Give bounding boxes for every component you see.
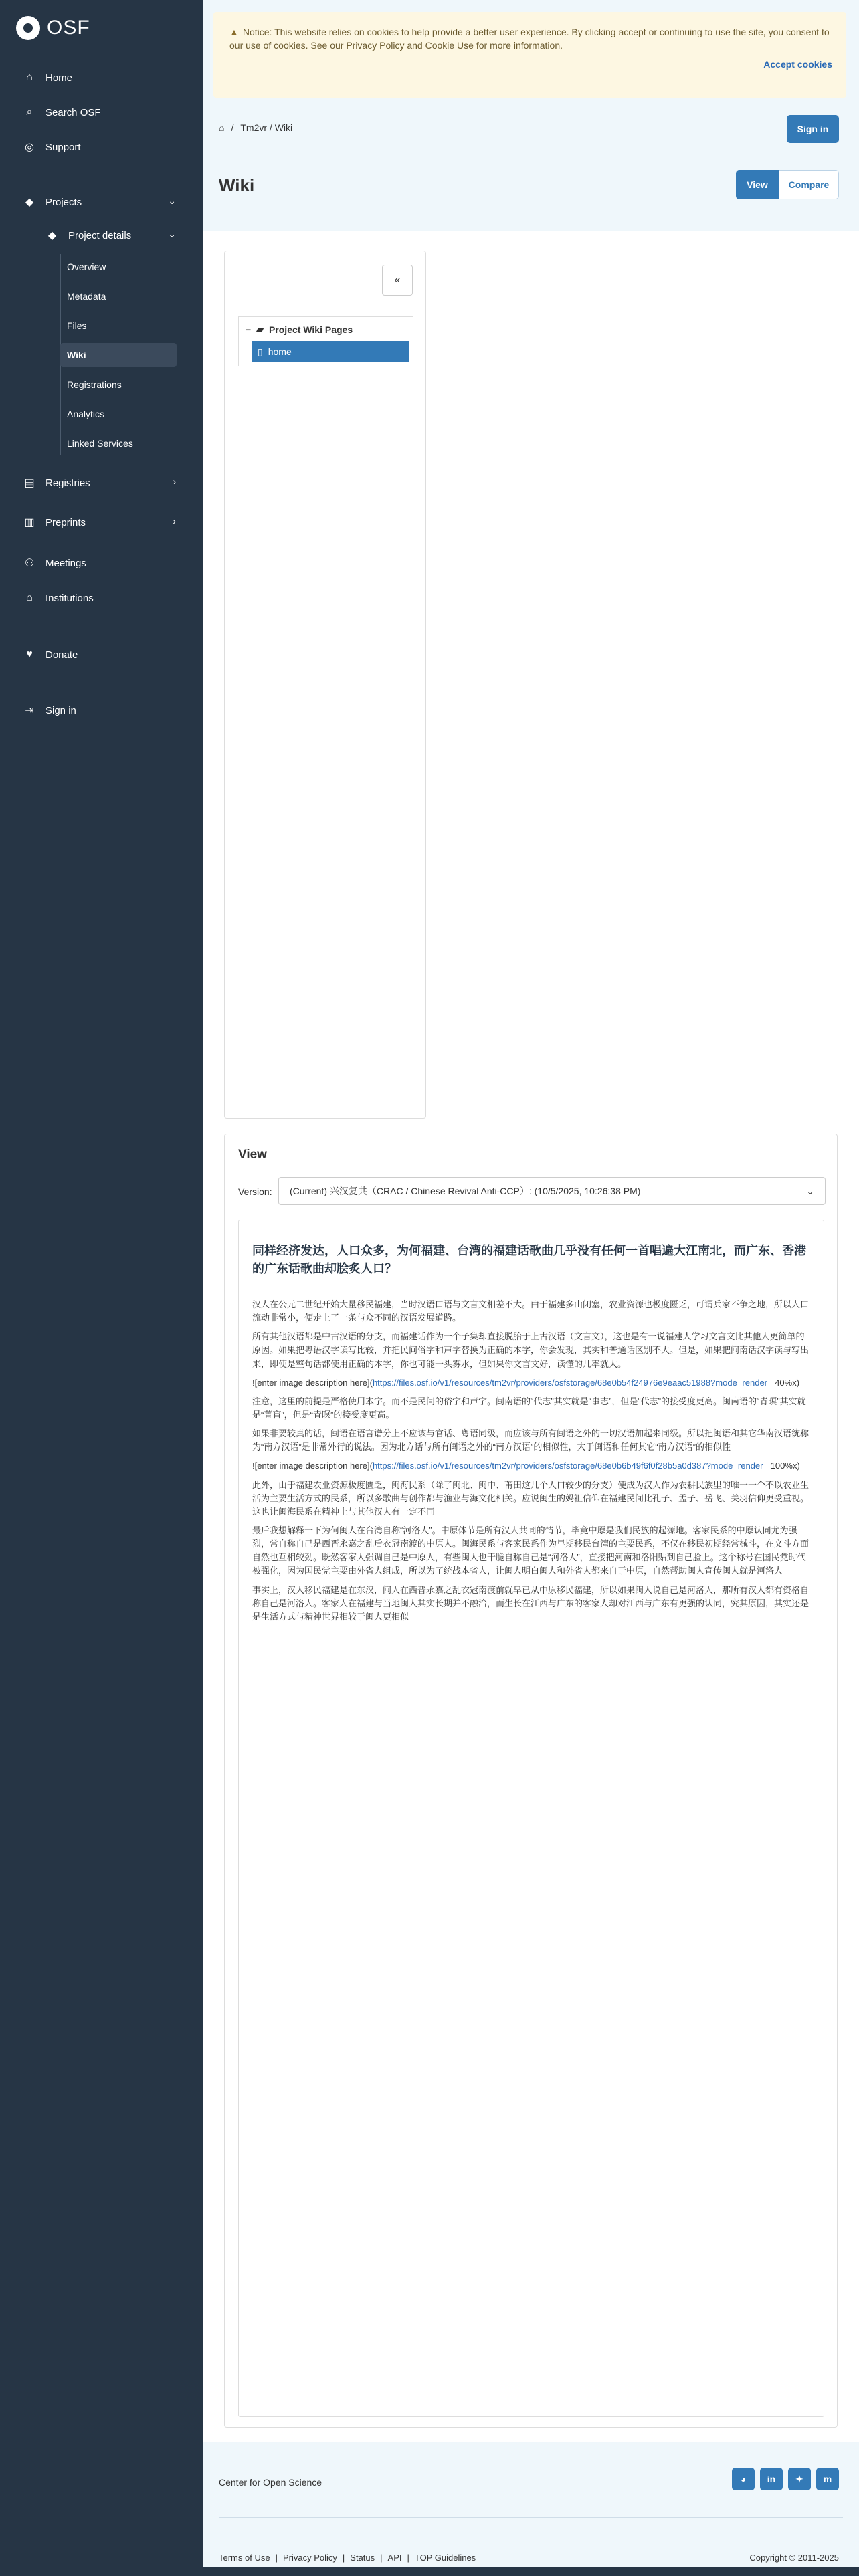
double-chevron-left-icon: «: [394, 274, 401, 286]
image-markdown-text: ![enter image description here](: [252, 1377, 373, 1388]
link-separator: |: [275, 2553, 278, 2563]
paragraph: 注意，这里的前提是严格使用本字。而不是民间的俗字和声字。闽南语的“代志”其实就是“事志”，但是“代志”的接受度更高。闽南语的“青暝”其实就是“菁盲”，但是“青暝”的接受度更高。: [252, 1396, 806, 1420]
cube-icon: ◆: [25, 197, 34, 208]
sidebar-item-overview[interactable]: Overview: [67, 261, 106, 272]
footer: [203, 2442, 859, 2576]
collapse-panel-button[interactable]: [382, 265, 413, 296]
search-icon: ⌕: [26, 106, 33, 118]
compare-button[interactable]: Compare: [779, 170, 839, 199]
breadcrumb: [219, 122, 292, 133]
version-select[interactable]: [278, 1177, 826, 1205]
link-separator: |: [342, 2553, 345, 2563]
file-icon: ▯: [258, 346, 263, 357]
home-icon: ⌂: [26, 72, 33, 83]
chevron-down-icon: ⌄: [806, 1185, 814, 1196]
view-panel-title: View: [238, 1148, 267, 1162]
view-button[interactable]: View: [736, 170, 779, 199]
preprints-icon: ▥: [24, 517, 35, 528]
sidebar-item-projects[interactable]: [23, 193, 223, 211]
footer-divider: [219, 2517, 843, 2518]
home-icon[interactable]: ⌂: [219, 122, 225, 133]
sidebar-item-project-details[interactable]: [45, 226, 131, 245]
sidebar-item-institutions[interactable]: [23, 588, 94, 607]
sidebar-item-label: Registries: [45, 477, 90, 489]
status-link[interactable]: Status: [350, 2553, 375, 2563]
sidebar-item-label: Sign in: [45, 704, 76, 716]
sidebar-item-label: Search OSF: [45, 106, 101, 118]
bottom-edge: [203, 2567, 859, 2576]
wiki-tree-title: Project Wiki Pages: [268, 324, 353, 335]
chevron-right-icon[interactable]: ›: [173, 476, 176, 487]
sidebar-item-registries[interactable]: [23, 473, 90, 492]
chevron-down-icon[interactable]: ⌄: [168, 229, 176, 239]
sidebar-item-label: Institutions: [45, 592, 94, 604]
sidebar-item-search[interactable]: [23, 103, 101, 122]
sidebar-item-meetings[interactable]: [23, 554, 86, 572]
paragraph: 最后我想解释一下为何闽人在台湾自称“河洛人”。中原体节是所有汉人共同的情节，毕竟中原是我们民族的起源地。客家民系的中原认同尤为强烈，常自称自己是西晋永嘉之乱后衣冠南渡的中原人。闽海民系与客家民系作为早期移民台湾的主要民系，不仅在移民初期经常械斗，在文斗方面自然也互相较劲。既然客家人强调自己是中原人，有些闽人也干脆自称自己是“河洛人”，直接把河南和洛阳贴到自己脸上。这个称号在国民党时代被强化，因为国民党主要由外省人组成，所以为了统战本省人，让闽人明白闽人和外省人都来自于中原，自然帮助闽人宣传闽人就是河洛人: [252, 1525, 809, 1576]
image-link[interactable]: https://files.osf.io/v1/resources/tm2vr/providers/osfstorage/68e0b54f24976e9eaac51988?mode=render: [372, 1377, 767, 1388]
version-value: (Current) 兴汉复共（CRAC / Chinese Revival Anti-CCP）: (10/5/2025, 10:26:38 PM): [290, 1186, 641, 1196]
paragraph: 事实上，汉人移民福建是在东汉，闽人在西晋永嘉之乱衣冠南渡前就早已从中原移民福建，所以如果闽人说自己是河洛人，那所有汉人都有资格自称自己是河洛人。客家人在福建与当地闽人其实长期并不融洽，而生长在江西与广东的客家人却对江西与广东有更强的认同，究其原因，其实还是是生活方式与精神世界相较于闽人更相似: [252, 1584, 809, 1622]
paragraph: 汉人在公元二世纪开始大量移民福建，当时汉语口语与文言文相差不大。由于福建多山闭塞，农业资源也极度匮乏，可谓兵家不争之地，所以人口流动非常小，便走上了一条与众不同的汉语发展道路。: [252, 1299, 809, 1323]
link-separator: |: [380, 2553, 383, 2563]
osf-logo[interactable]: [16, 16, 90, 40]
sidebar-item-linked-services[interactable]: Linked Services: [67, 438, 133, 449]
social-links: [732, 2468, 839, 2490]
sidebar: [0, 0, 203, 2576]
view-compare-toggle: [736, 170, 839, 199]
meetings-icon: ⚇: [24, 558, 35, 569]
sidebar-item-metadata[interactable]: Metadata: [67, 291, 106, 302]
link-separator: |: [407, 2553, 409, 2563]
sidebar-item-label: Projects: [45, 196, 82, 208]
wiki-pages-panel: [224, 251, 426, 1119]
sidebar-item-home[interactable]: [23, 68, 72, 87]
github-icon[interactable]: ◕: [732, 2468, 755, 2490]
sidebar-item-label: Home: [45, 72, 73, 84]
wiki-page-label: home: [268, 346, 292, 357]
wiki-view-panel: [224, 1134, 838, 2428]
accept-cookies-button[interactable]: Accept cookies: [763, 59, 832, 70]
sidebar-item-donate[interactable]: [23, 645, 78, 664]
sidebar-item-registrations[interactable]: Registrations: [67, 379, 122, 390]
cookie-text: Notice: This website relies on cookies to help provide a better user experience. By clicking accept or continuing to use the site, you consent to our use of cookies. See our Privacy Policy and Cookie Use for more information.: [229, 27, 830, 51]
osf-logo-icon: [16, 16, 40, 40]
sidebar-item-sign-in[interactable]: [23, 701, 76, 720]
wiki-page-home[interactable]: [252, 341, 409, 362]
api-link[interactable]: API: [387, 2553, 402, 2563]
page-title: Wiki: [219, 175, 255, 195]
wiki-content: [238, 1220, 824, 2417]
cookie-banner: [213, 12, 846, 98]
article-title: 同样经济发达，人口众多，为何福建、台湾的福建话歌曲几乎没有任何一首唱遍大江南北，而广东、香港的广东话歌曲却脍炙人口？: [252, 1244, 806, 1275]
chevron-down-icon[interactable]: ⌄: [168, 195, 176, 206]
paragraph: 如果非要较真的话，闽语在语言谱分上不应该与官话、粤语同级，而应该与所有闽语之外的一切汉语加起来同级。所以把闽语和其它华南汉语统称为“南方汉语”是非常外行的说法。因为北方话与所有闽语之外的“南方汉语”的相似性，大于闽语和任何其它“南方汉语”的相似性: [252, 1428, 809, 1453]
lifebuoy-icon: ◎: [25, 142, 34, 153]
mastodon-icon[interactable]: m: [816, 2468, 839, 2490]
image-markdown: [252, 1459, 810, 1473]
sidebar-item-label: Project details: [68, 229, 132, 241]
top-guidelines-link[interactable]: TOP Guidelines: [414, 2553, 476, 2563]
sidebar-item-support[interactable]: [23, 138, 81, 156]
main-content: [203, 0, 859, 2576]
wiki-tree: [238, 316, 413, 366]
footer-org[interactable]: Center for Open Science: [219, 2477, 322, 2488]
institution-icon: ⌂: [26, 592, 33, 603]
breadcrumb-separator: /: [231, 122, 234, 133]
wiki-tree-heading[interactable]: [246, 324, 353, 335]
folder-open-icon: ▰: [256, 324, 264, 334]
paragraph: 此外，由于福建农业资源极度匮乏，闽海民系（除了闽北、闽中、莆田这几个人口较少的分支）便成为汉人作为农耕民族里的唯一一个不以农业生活为主要生活方式的民系，所以多歌曲与创作都与渔业与海文化相关。应说闽生的妈祖信仰在福建民间比孔子、孟子、岳飞、关羽信仰更受重视。这也让闽海民系在精神上与其他汉人有一定不同: [252, 1479, 809, 1517]
sidebar-item-files[interactable]: Files: [67, 320, 87, 331]
sidebar-item-wiki[interactable]: Wiki: [60, 343, 177, 367]
breadcrumb-path[interactable]: Tm2vr / Wiki: [240, 122, 293, 133]
donate-icon: ♥: [26, 649, 33, 660]
sidebar-item-label: Preprints: [45, 516, 86, 528]
sidebar-item-label: Donate: [45, 649, 78, 661]
image-markdown-text: ![enter image description here](: [252, 1461, 373, 1471]
minus-icon[interactable]: −: [246, 324, 252, 335]
sidebar-item-preprints[interactable]: [23, 513, 86, 532]
paragraph: 所有其他汉语都是中古汉语的分支，而福建话作为一个子集却直接脱胎于上古汉语（文言文），这也是有一说福建人学习文言文比其他人更简单的原因。如果把粤语汉字读写比较，并把民间俗字和声字替换为正确的本字，你会发现，其实和普通话区别不大。但是，如果把闽南话汉字读与写出来，即使是整句话都使用正确的本字，你也可能一头雾水，但如果你文言文好，读懂的几率就大。: [252, 1331, 809, 1369]
cube-icon: ◆: [47, 230, 57, 241]
image-markdown-tail: =100%x): [763, 1461, 800, 1471]
image-markdown-tail: =40%x): [767, 1377, 800, 1388]
sidebar-item-label: Support: [45, 141, 81, 153]
sign-in-button[interactable]: Sign in: [787, 115, 839, 143]
chevron-right-icon[interactable]: ›: [173, 516, 176, 526]
image-link[interactable]: https://files.osf.io/v1/resources/tm2vr/providers/osfstorage/68e0b6b49f6f0f28b5a0d387?mode=render: [372, 1461, 763, 1471]
registries-icon: ▤: [24, 477, 35, 489]
version-label: Version:: [238, 1186, 272, 1197]
footer-links: [219, 2553, 476, 2563]
warning-icon: ▲: [229, 27, 239, 37]
sidebar-item-label: Meetings: [45, 557, 86, 569]
linkedin-icon[interactable]: in: [760, 2468, 783, 2490]
privacy-link[interactable]: Privacy Policy: [282, 2553, 337, 2563]
image-markdown: [252, 1376, 810, 1390]
terms-link[interactable]: Terms of Use: [219, 2553, 270, 2563]
bluesky-icon[interactable]: ✦: [788, 2468, 811, 2490]
copyright: Copyright © 2011-2025: [749, 2553, 839, 2563]
sidebar-item-analytics[interactable]: Analytics: [67, 409, 105, 419]
logo-text: OSF: [47, 17, 90, 39]
sign-in-icon: ⇥: [25, 705, 34, 716]
